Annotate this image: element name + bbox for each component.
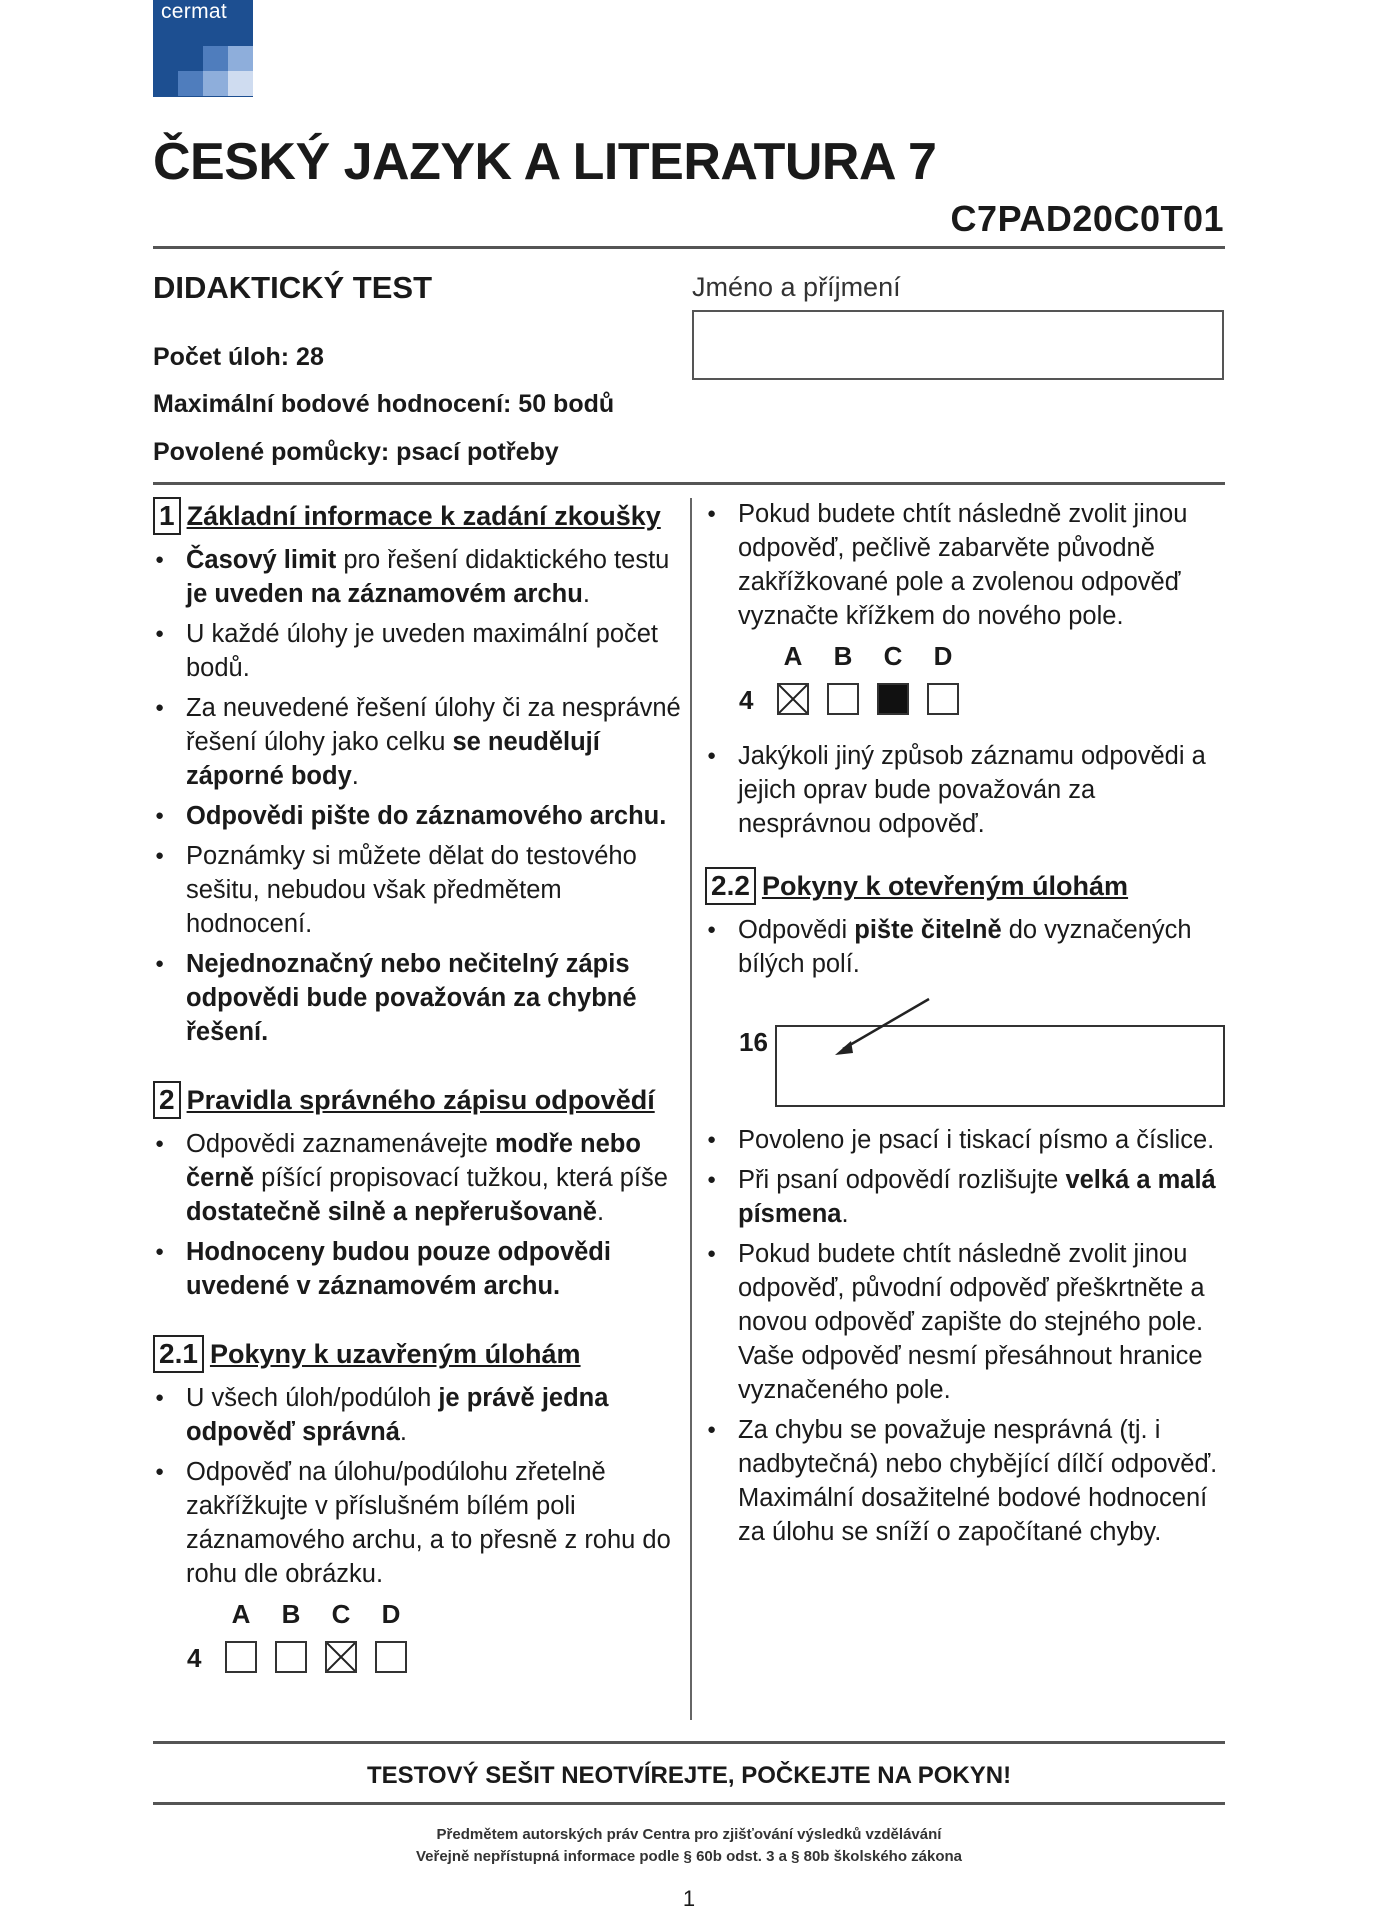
page-number: 1 <box>682 1886 696 1911</box>
section-number: 2 <box>153 1081 181 1119</box>
option-letter: B <box>281 1599 301 1629</box>
list-item: ● Odpovědi pište do záznamového archu. <box>153 799 681 833</box>
logo-square <box>228 71 253 96</box>
list-item: ● Za chybu se považuje nesprávná (tj. i nadbytečná) nebo chybějící dílčí odpověď. Maximální dosažitelné bodové hodnocení za úlohu se sníží o započítané chyby. <box>705 1413 1235 1549</box>
logo-square <box>178 71 203 96</box>
list-item: ● Odpovědi pište čitelně do vyznačených bílých polí. <box>705 913 1235 981</box>
right-column <box>705 497 1235 1555</box>
section-2-2-list <box>705 913 1235 981</box>
item-number: 4 <box>739 685 754 715</box>
logo-square <box>203 71 228 96</box>
list-item: ● Časový limit pro řešení didaktického testu je uveden na záznamovém archu. <box>153 543 681 611</box>
section-2-1-list-continued <box>705 497 1235 633</box>
page-title: ČESKÝ JAZYK A LITERATURA 7 <box>153 133 937 191</box>
list-item: ● Povoleno je psací i tiskací písmo a číslice. <box>705 1123 1235 1157</box>
section-1-heading <box>153 497 681 535</box>
answer-box-empty <box>827 683 859 715</box>
section-2-2-list-continued <box>705 1123 1235 1549</box>
answer-box-crossed <box>325 1641 357 1673</box>
logo-square <box>203 46 228 71</box>
answer-box-empty <box>927 683 959 715</box>
cermat-logo <box>153 0 253 97</box>
section-2-1-list-end <box>705 739 1235 841</box>
test-type-heading: DIDAKTICKÝ TEST <box>153 270 432 305</box>
list-item: ● Pokud budete chtít následně zvolit jinou odpověď, pečlivě zabarvěte původně zakřížkované pole a zvolenou odpověď vyznačte křížkem do nového pole. <box>705 497 1235 633</box>
option-letter: C <box>331 1599 351 1629</box>
list-item: ● Odpovědi zaznamenávejte modře nebo černě píšící propisovací tužkou, která píše dostatečně silně a nepřerušovaně. <box>153 1127 681 1229</box>
item-number: 16 <box>739 1027 768 1057</box>
answer-box-crossed <box>777 683 809 715</box>
arrow-icon <box>825 995 935 1065</box>
list-item: ● Poznámky si můžete dělat do testového sešitu, nebudou však předmětem hodnocení. <box>153 839 681 941</box>
answer-box-empty <box>275 1641 307 1673</box>
section-2-1-list <box>153 1381 681 1591</box>
section-2-list <box>153 1127 681 1303</box>
copyright-line-1: Předmětem autorských práv Centra pro zjišťování výsledků vzdělávání <box>436 1826 942 1843</box>
name-field[interactable] <box>692 310 1224 380</box>
list-item: ● Za neuvedené řešení úlohy či za nesprávné řešení úlohy jako celku se neudělují záporné body. <box>153 691 681 793</box>
list-item: ● Nejednoznačný nebo nečitelný zápis odpovědi bude považován za chybné řešení. <box>153 947 681 1049</box>
cross-mark-icon <box>327 1643 355 1671</box>
option-letter: A <box>783 641 803 671</box>
divider <box>153 1741 1225 1744</box>
answer-sheet-example-cross <box>153 1597 681 1689</box>
column-divider <box>690 498 692 1720</box>
allowed-aids: Povolené pomůcky: psací potřeby <box>153 438 559 466</box>
answer-box-filled <box>877 683 909 715</box>
logo-text: cermat <box>161 0 227 23</box>
task-count: Počet úloh: 28 <box>153 343 324 371</box>
item-number: 4 <box>187 1643 202 1673</box>
option-letter: D <box>381 1599 401 1629</box>
name-label: Jméno a příjmení <box>692 272 901 302</box>
divider <box>153 246 1225 249</box>
section-number: 2.2 <box>705 867 756 905</box>
left-column <box>153 497 681 1697</box>
list-item: ● U každé úlohy je uveden maximální počet bodů. <box>153 617 681 685</box>
list-item: ● Odpověď na úlohu/podúlohu zřetelně zakřížkujte v příslušném bílém poli záznamového archu, a to přesně z rohu do rohu dle obrázku. <box>153 1455 681 1591</box>
list-item: ● Hodnoceny budou pouze odpovědi uvedené v záznamovém archu. <box>153 1235 681 1303</box>
answer-box-empty <box>375 1641 407 1673</box>
list-item: ● U všech úloh/podúloh je právě jedna odpověď správná. <box>153 1381 681 1449</box>
option-letter: C <box>883 641 903 671</box>
section-2-1-heading <box>153 1335 681 1373</box>
open-answer-example <box>705 995 1235 1105</box>
section-1-list <box>153 543 681 1049</box>
option-letter: A <box>231 1599 251 1629</box>
answer-sheet-example-correction <box>705 639 1235 731</box>
section-2-heading <box>153 1081 681 1119</box>
section-number: 1 <box>153 497 181 535</box>
copyright-line-2: Veřejně nepřístupná informace podle § 60b odst. 3 a § 80b školského zákona <box>415 1848 963 1865</box>
warning-notice: TESTOVÝ SEŠIT NEOTVÍREJTE, POČKEJTE NA POKYN! <box>366 1762 1012 1789</box>
divider <box>153 1802 1225 1805</box>
answer-box-empty <box>225 1641 257 1673</box>
list-item: ● Pokud budete chtít následně zvolit jinou odpověď, původní odpověď přeškrtněte a novou odpověď zapište do stejného pole. Vaše odpověď nesmí přesáhnout hranice vyznačeného pole. <box>705 1237 1235 1407</box>
section-number: 2.1 <box>153 1335 204 1373</box>
list-item: ● Při psaní odpovědí rozlišujte velká a malá písmena. <box>705 1163 1235 1231</box>
section-title: Pokyny k uzavřeným úlohám <box>209 1339 581 1369</box>
option-letter: D <box>933 641 953 671</box>
section-title: Základní informace k zadání zkoušky <box>186 501 661 531</box>
divider <box>153 482 1225 485</box>
option-letter: B <box>833 641 853 671</box>
list-item: ● Jakýkoli jiný způsob záznamu odpovědi a jejich oprav bude považován za nesprávnou odpověď. <box>705 739 1235 841</box>
test-code: C7PAD20C0T01 <box>950 198 1224 239</box>
logo-square <box>228 46 253 71</box>
max-points: Maximální bodové hodnocení: 50 bodů <box>153 390 615 418</box>
section-title: Pravidla správného zápisu odpovědí <box>186 1085 655 1115</box>
section-title: Pokyny k otevřeným úlohám <box>761 871 1129 901</box>
section-2-2-heading <box>705 867 1235 905</box>
cross-mark-icon <box>779 685 807 713</box>
